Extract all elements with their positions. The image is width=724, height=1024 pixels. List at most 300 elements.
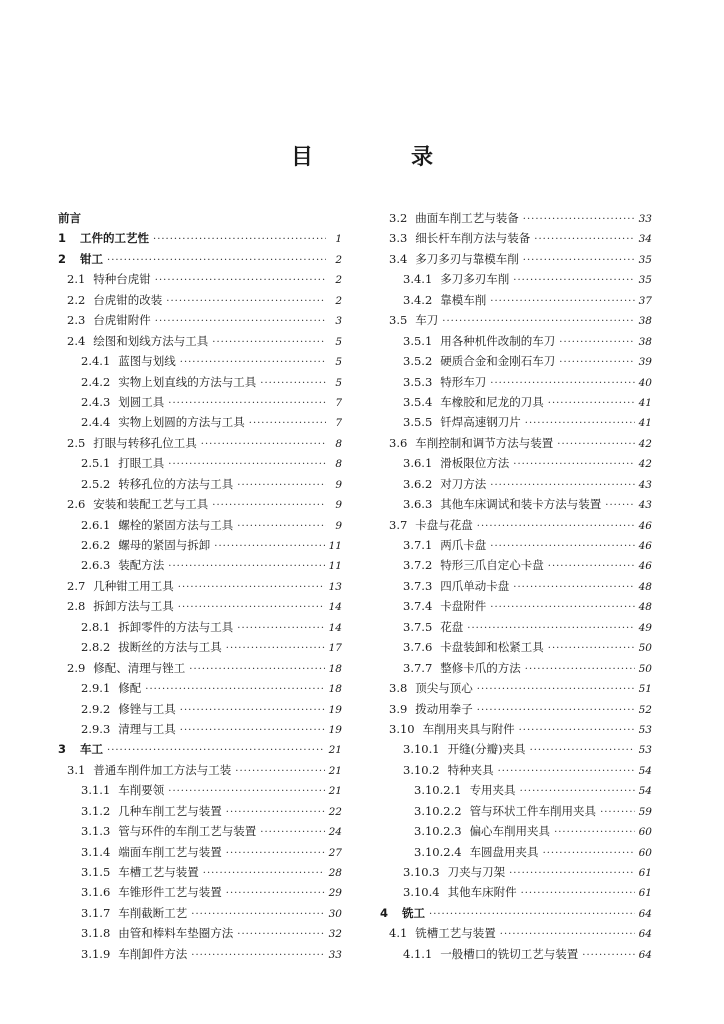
toc-entry-page: 37 (638, 294, 652, 307)
toc-entry-number: 3.1.4 (81, 844, 111, 859)
toc-entry-page: 19 (328, 703, 342, 716)
dot-leader (107, 741, 325, 761)
toc-entry[interactable] (380, 474, 652, 494)
dot-leader (500, 925, 635, 945)
toc-entry-title: 用各种机件改制的车刀 (440, 333, 556, 348)
toc-entry[interactable] (380, 310, 652, 330)
toc-entry-number: 2.5 (67, 435, 86, 450)
toc-entry-number: 4 (380, 905, 389, 920)
toc-entry-number: 3.7.2 (403, 558, 433, 573)
toc-entry[interactable] (380, 821, 652, 841)
dot-leader (534, 230, 634, 250)
toc-entry[interactable] (380, 699, 652, 719)
dot-leader (189, 660, 324, 680)
dot-leader (168, 782, 324, 802)
toc-entry-page: 5 (335, 376, 342, 389)
toc-entry-page: 21 (328, 764, 342, 777)
toc-entry-title: 装配方法 (118, 558, 165, 573)
toc-entry-number: 3.6 (389, 435, 408, 450)
toc-entry-page: 53 (638, 723, 652, 736)
toc-entry-page: 1 (335, 233, 342, 246)
toc-entry-title: 靠模车削 (440, 292, 487, 307)
toc-entry-page: 46 (638, 519, 652, 532)
toc-entry[interactable] (58, 576, 342, 596)
dot-leader (226, 844, 325, 864)
dot-leader (212, 333, 326, 353)
toc-entry-number: 3.1.7 (81, 905, 111, 920)
toc-entry-title: 实物上划直线的方法与工具 (118, 374, 257, 389)
toc-entry-number: 3.5.2 (403, 354, 433, 369)
toc-entry-title: 普通车削件加工方法与工装 (93, 762, 232, 777)
toc-entry-page: 29 (328, 887, 342, 900)
toc-entry[interactable] (380, 249, 652, 269)
toc-entry-number: 2.9.1 (81, 681, 111, 696)
toc-entry[interactable] (58, 882, 342, 902)
toc-entry-number: 3.10 (389, 721, 415, 736)
toc-entry-title: 划圆工具 (118, 394, 165, 409)
toc-entry-number: 3 (58, 742, 67, 757)
toc-entry-number: 3.5.1 (403, 333, 433, 348)
toc-entry-title: 几种钳工用工具 (93, 578, 174, 593)
toc-entry-number: 3.10.2 (403, 762, 440, 777)
toc-entry-title: 修锉与工具 (118, 701, 176, 716)
toc-entry[interactable] (58, 801, 342, 821)
toc-entry-page: 60 (638, 846, 652, 859)
toc-entry[interactable] (58, 842, 342, 862)
toc-entry[interactable] (58, 555, 342, 575)
dot-leader (543, 844, 635, 864)
toc-entry-page: 34 (638, 233, 652, 246)
toc-entry-title: 滑板限位方法 (440, 456, 510, 471)
toc-entry-number: 2.5.2 (81, 476, 111, 491)
dot-leader (191, 946, 324, 966)
toc-entry-number: 3.1.1 (81, 783, 111, 798)
toc-entry[interactable] (380, 780, 652, 800)
toc-entry-page: 18 (328, 683, 342, 696)
toc-entry-title: 车削截断工艺 (118, 905, 188, 920)
toc-entry-title: 铣工 (402, 905, 426, 920)
toc-entry-title: 细长杆车削方法与装备 (415, 231, 531, 246)
dot-leader (249, 414, 326, 434)
toc-entry-number: 3.1 (67, 762, 86, 777)
toc-entry-page: 21 (328, 785, 342, 798)
toc-entry-title: 偏心车削用夹具 (469, 824, 551, 839)
dot-leader (605, 496, 634, 516)
toc-entry-number: 3.7 (389, 517, 408, 532)
dot-leader (559, 333, 634, 353)
toc-entry[interactable] (58, 228, 342, 248)
toc-entry-title: 刀夹与刀架 (447, 865, 506, 879)
toc-entry-title: 几种车削工艺与装置 (118, 803, 222, 818)
toc-entry-title: 车槽工艺与装置 (118, 865, 199, 879)
toc-entry-title: 车橡胶和尼龙的刀具 (440, 394, 544, 409)
toc-entry-number: 3.7.6 (403, 640, 433, 655)
dot-leader (525, 660, 635, 680)
toc-entry-number: 2 (58, 251, 67, 266)
toc-entry-number: 2.5.1 (81, 456, 111, 471)
toc-entry-page: 35 (638, 274, 652, 287)
dot-leader (237, 925, 324, 945)
dot-leader (513, 578, 634, 598)
toc-entry[interactable] (380, 555, 652, 575)
dot-leader (168, 455, 326, 475)
toc-entry-page: 41 (638, 417, 652, 430)
toc-entry-title: 曲面车削工艺与装备 (415, 211, 519, 225)
toc-entry-title: 修配、清理与锉工 (93, 660, 186, 675)
toc-entry-title: 车工 (80, 742, 104, 757)
toc-entry-title: 车削用夹具与附件 (422, 721, 515, 736)
toc-entry-title: 卡盘装卸和松紧工具 (440, 640, 544, 655)
toc-entry-number: 2.3 (67, 313, 86, 328)
toc-entry-number: 2.9.2 (81, 701, 111, 716)
toc-entry[interactable] (380, 576, 652, 596)
toc-entry[interactable] (58, 760, 342, 780)
toc-entry-page: 54 (638, 764, 652, 777)
toc-entry-number: 2.4 (67, 333, 86, 348)
dot-leader (548, 557, 635, 577)
dot-leader (519, 721, 635, 741)
toc-entry[interactable] (380, 596, 652, 616)
toc-entry-number: 3.1.2 (81, 803, 111, 818)
toc-entry-page: 64 (638, 907, 652, 920)
toc-entry-title: 多刀多刃与靠模车削 (415, 251, 519, 266)
toc-entry[interactable] (380, 290, 652, 310)
toc-entry-page: 64 (638, 948, 652, 961)
toc-entry-title: 钳工 (80, 251, 104, 266)
dot-leader (509, 864, 635, 884)
toc-entry-number: 3.2 (389, 211, 408, 225)
toc-entry[interactable] (380, 842, 652, 862)
toc-entry[interactable] (58, 474, 342, 494)
toc-entry-number: 3.5.3 (403, 374, 433, 389)
toc-entry-page: 38 (638, 315, 652, 328)
toc-entry-page: 42 (638, 458, 652, 471)
toc-entry-title: 专用夹具 (469, 783, 516, 798)
toc-entry-page: 5 (335, 356, 342, 369)
toc-entry-title: 由管和棒料车垫圈方法 (118, 926, 234, 941)
toc-entry[interactable] (58, 269, 342, 289)
toc-entry[interactable] (58, 208, 342, 228)
toc-entry-number: 3.1.3 (81, 824, 111, 839)
toc-entry[interactable] (380, 515, 652, 535)
toc-entry-page: 27 (328, 846, 342, 859)
dot-leader (180, 721, 325, 741)
toc-entry-number: 3.4.2 (403, 292, 433, 307)
toc-entry-number: 2.1 (67, 272, 86, 287)
toc-entry-page: 24 (328, 826, 342, 839)
toc-entry-page: 2 (335, 253, 342, 266)
toc-entry[interactable] (380, 392, 652, 412)
toc-entry-page: 43 (638, 499, 652, 512)
toc-entry-number: 3.1.9 (81, 946, 111, 961)
dot-leader (260, 374, 326, 394)
toc-entry-title: 一般槽口的铣切工艺与装置 (440, 946, 579, 961)
toc-entry-number: 3.6.1 (403, 456, 433, 471)
toc-entry-number: 2.6.3 (81, 558, 111, 573)
toc-entry-page: 61 (638, 867, 652, 879)
toc-entry-page: 11 (328, 560, 342, 573)
toc-entry[interactable] (58, 678, 342, 698)
toc-entry-number: 2.4.2 (81, 374, 111, 389)
dot-leader (180, 701, 325, 721)
toc-entry-number: 2.8.2 (81, 640, 111, 655)
toc-entry-title: 车削控制和调节方法与装置 (415, 435, 554, 450)
toc-entry[interactable] (380, 637, 652, 657)
dot-leader (477, 680, 635, 700)
toc-entry-number: 3.7.4 (403, 599, 433, 614)
toc-entry[interactable] (380, 719, 652, 739)
toc-entry[interactable] (58, 944, 342, 964)
toc-entry[interactable] (58, 372, 342, 392)
dot-leader (107, 251, 326, 271)
dot-leader (530, 741, 635, 761)
toc-entry-page: 11 (328, 540, 342, 552)
toc-entry[interactable] (58, 515, 342, 535)
toc-entry-number: 1 (58, 231, 67, 246)
dot-leader (166, 292, 326, 312)
dot-leader (429, 905, 635, 925)
toc-entry-page: 48 (638, 580, 652, 593)
toc-entry-title: 管与环件的车削工艺与装置 (118, 824, 257, 839)
toc-entry-number: 2.7 (67, 578, 86, 593)
toc-entry-page: 19 (328, 723, 342, 736)
toc-entry-page: 51 (638, 683, 652, 696)
toc-entry-page: 43 (638, 478, 652, 491)
toc-entry-title: 实物上划圆的方法与工具 (118, 415, 245, 430)
toc-entry[interactable] (380, 412, 652, 432)
dot-leader (467, 619, 634, 639)
dot-leader (178, 578, 325, 598)
toc-entry[interactable] (380, 801, 652, 821)
toc-entry-title: 打眼与转移孔位工具 (93, 435, 197, 450)
dot-leader (513, 271, 634, 291)
toc-entry-number: 2.9.3 (81, 721, 111, 736)
dot-leader (442, 312, 634, 332)
toc-entry[interactable] (380, 453, 652, 473)
toc-entry[interactable] (58, 596, 342, 616)
toc-entry[interactable] (58, 617, 342, 637)
toc-entry-title: 卡盘附件 (440, 599, 487, 614)
toc-entry[interactable] (58, 453, 342, 473)
toc-entry-number: 2.9 (67, 660, 86, 675)
toc-entry-number: 3.10.4 (403, 885, 440, 900)
toc-entry-number: 3.3 (389, 231, 408, 246)
toc-entry-title: 转移孔位的方法与工具 (118, 476, 234, 491)
toc-entry[interactable] (58, 433, 342, 453)
toc-entry-title: 两爪卡盘 (440, 538, 487, 552)
toc-entry-title: 整修卡爪的方法 (440, 660, 521, 675)
toc-entry-number: 3.7.7 (403, 660, 433, 675)
toc-entry-number: 3.10.3 (403, 865, 440, 879)
toc-entry[interactable] (58, 739, 342, 759)
toc-entry[interactable] (58, 351, 342, 371)
toc-entry-title: 铣槽工艺与装置 (415, 926, 496, 941)
dot-leader (582, 946, 634, 966)
toc-entry-number: 3.8 (389, 681, 408, 696)
toc-entry[interactable] (380, 862, 652, 882)
toc-entry-title: 特种台虎钳 (93, 272, 151, 287)
dot-leader (548, 639, 635, 659)
dot-leader (477, 517, 635, 537)
toc-entry[interactable] (380, 372, 652, 392)
toc-entry-page: 38 (638, 335, 652, 348)
dot-leader (490, 374, 634, 394)
dot-leader (525, 414, 635, 434)
toc-entry-title: 清理与工具 (118, 721, 176, 736)
toc-entry[interactable] (380, 903, 652, 923)
dot-leader (523, 210, 635, 230)
toc-entry-number: 2.4.4 (81, 415, 111, 430)
dot-leader (490, 598, 634, 618)
toc-entry-number: 2.8 (67, 599, 86, 614)
toc-entry[interactable] (58, 310, 342, 330)
toc-entry[interactable] (58, 331, 342, 351)
dot-leader (237, 517, 326, 537)
toc-entry[interactable] (380, 760, 652, 780)
toc-entry[interactable] (58, 719, 342, 739)
toc-entry-title: 其他车床附件 (447, 885, 517, 900)
toc-entry[interactable] (380, 739, 652, 759)
toc-entry-title: 花盘 (440, 619, 464, 634)
toc-entry[interactable] (380, 617, 652, 637)
toc-entry-number: 3.7.5 (403, 619, 433, 634)
toc-entry-title: 顶尖与顶心 (415, 681, 473, 696)
toc-entry-number: 3.7.3 (403, 578, 433, 593)
toc-entry-title: 拨动用拳子 (415, 701, 473, 716)
toc-entry-title: 工件的工艺性 (80, 231, 150, 246)
toc-entry-title: 拆卸零件的方法与工具 (118, 619, 234, 634)
toc-entry-page: 46 (638, 540, 652, 552)
toc-entry-title: 车刀 (415, 313, 439, 328)
dot-leader (600, 803, 635, 823)
toc-entry-title: 台虎钳附件 (93, 313, 151, 328)
toc-entry-number: 3.5.4 (403, 394, 433, 409)
toc-entry-number: 3.10.2.4 (414, 844, 462, 859)
dot-leader (212, 496, 326, 516)
toc-entry[interactable] (58, 637, 342, 657)
toc-entry[interactable] (58, 392, 342, 412)
toc-entry[interactable] (380, 208, 652, 228)
toc-entry[interactable] (380, 535, 652, 555)
dot-leader (490, 476, 634, 496)
toc-entry[interactable] (58, 290, 342, 310)
dot-leader (559, 353, 634, 373)
toc-entry-title: 螺栓的紧固方法与工具 (118, 517, 234, 532)
toc-entry-title: 拆卸方法与工具 (93, 599, 174, 614)
toc-entry[interactable] (380, 923, 652, 943)
toc-entry-number: 2.4.1 (81, 354, 111, 369)
toc-entry[interactable] (58, 821, 342, 841)
toc-entry[interactable] (380, 494, 652, 514)
toc-entry-page: 64 (638, 928, 652, 941)
toc-entry[interactable] (380, 433, 652, 453)
page-title: 目 录 (290, 145, 471, 170)
toc-entry[interactable] (58, 699, 342, 719)
toc-entry-page: 54 (638, 785, 652, 798)
toc-entry-page: 9 (335, 478, 342, 491)
toc-left-column (58, 208, 342, 964)
toc-entry-page: 49 (638, 621, 652, 634)
toc-entry[interactable] (380, 228, 652, 248)
dot-leader (180, 353, 326, 373)
dot-leader (521, 884, 635, 904)
toc-entry-page: 7 (335, 417, 342, 430)
toc-entry-title: 打眼工具 (118, 456, 165, 471)
dot-leader (523, 251, 635, 271)
toc-entry-number: 3.1.6 (81, 885, 111, 900)
toc-entry-title: 开缝(分瓣)夹具 (447, 742, 526, 757)
toc-entry-page: 7 (335, 396, 342, 409)
toc-entry[interactable] (380, 882, 652, 902)
toc-entry-page: 40 (638, 376, 652, 389)
toc-entry-number: 3.6.2 (403, 476, 433, 491)
toc-entry-number: 3.4 (389, 251, 408, 266)
dot-leader (490, 537, 634, 557)
toc-entry-number: 2.2 (67, 292, 86, 307)
toc-entry-page: 28 (328, 867, 342, 879)
toc-entry-title: 对刀方法 (440, 476, 487, 491)
toc-entry[interactable] (58, 494, 342, 514)
toc-entry[interactable] (380, 678, 652, 698)
toc-entry[interactable] (380, 269, 652, 289)
toc-entry-page: 9 (335, 519, 342, 532)
dot-leader (226, 803, 325, 823)
dot-leader (226, 639, 325, 659)
toc-entry-page: 50 (638, 642, 652, 655)
toc-entry-number: 4.1 (389, 926, 408, 941)
toc-entry[interactable] (58, 249, 342, 269)
toc-entry-page: 2 (335, 274, 342, 287)
dot-leader (235, 762, 324, 782)
toc-entry-title: 硬质合金和金刚石车刀 (440, 354, 556, 369)
toc-entry[interactable] (58, 923, 342, 943)
toc-entry-number: 3.10.1 (403, 742, 440, 757)
toc-entry-number: 2.6.1 (81, 517, 111, 532)
toc-entry-number: 3.10.2.1 (414, 783, 462, 798)
toc-entry-title: 车削卸件方法 (118, 946, 188, 961)
toc-entry[interactable] (58, 412, 342, 432)
toc-entry-page: 59 (638, 805, 652, 818)
toc-entry[interactable] (58, 535, 342, 555)
toc-entry-page: 2 (335, 294, 342, 307)
toc-entry-page: 48 (638, 601, 652, 614)
toc-entry-page: 21 (328, 744, 342, 757)
toc-entry[interactable] (58, 780, 342, 800)
toc-entry[interactable] (380, 658, 652, 678)
toc-entry[interactable] (58, 658, 342, 678)
toc-entry-page: 13 (328, 580, 342, 593)
toc-entry-page: 30 (328, 907, 342, 920)
toc-entry-title: 其他车床调试和装卡方法与装置 (440, 497, 602, 512)
dot-leader (498, 762, 635, 782)
toc-entry[interactable] (380, 944, 652, 964)
toc-entry-title: 卡盘与花盘 (415, 517, 473, 532)
toc-entry-page: 61 (638, 887, 652, 900)
toc-entry-page: 8 (335, 437, 342, 450)
dot-leader (191, 905, 324, 925)
toc-entry[interactable] (380, 331, 652, 351)
toc-entry[interactable] (58, 903, 342, 923)
toc-entry-page: 14 (328, 601, 342, 614)
toc-entry-number: 3.1.8 (81, 926, 111, 941)
toc-entry-page: 18 (328, 662, 342, 675)
toc-entry[interactable] (380, 351, 652, 371)
toc-entry[interactable] (58, 862, 342, 882)
toc-entry-number: 3.5.5 (403, 415, 433, 430)
toc-entry-title: 蓝图与划线 (118, 354, 176, 369)
toc-entry-page: 33 (328, 948, 342, 961)
toc-entry-number: 4.1.1 (403, 946, 433, 961)
